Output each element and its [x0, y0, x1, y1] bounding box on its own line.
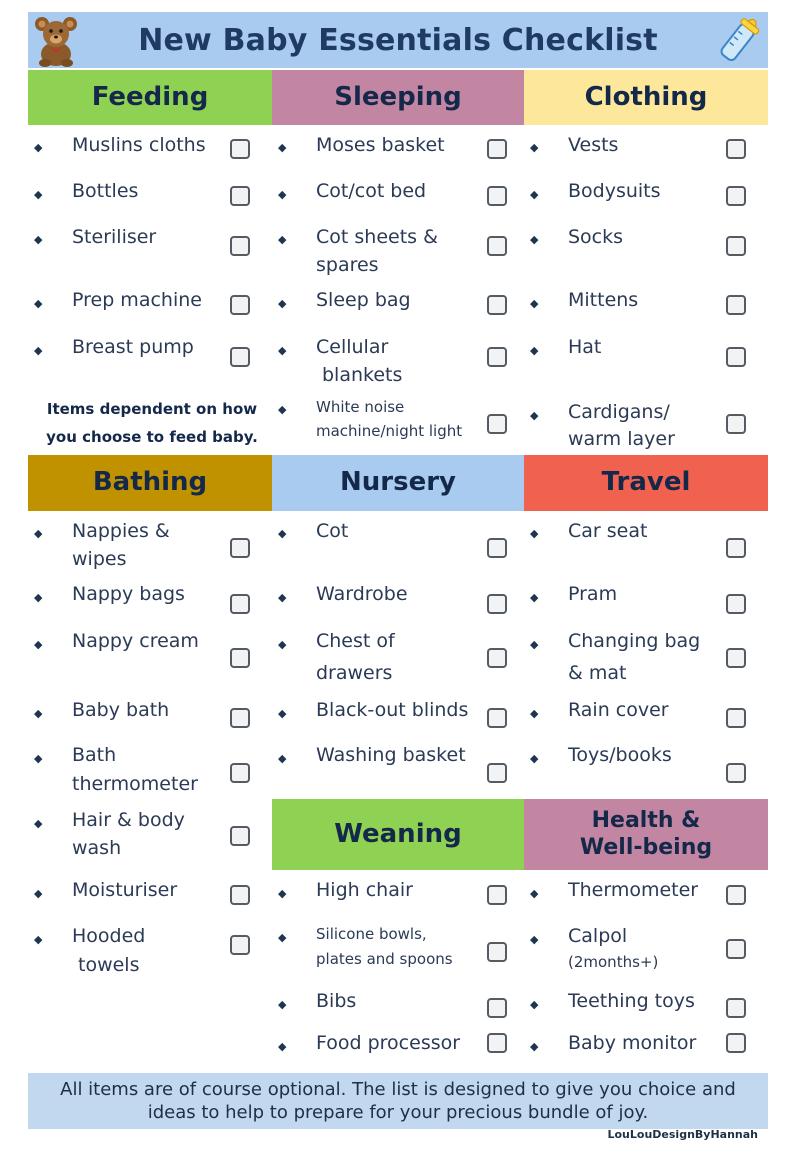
- bullet-icon: ◆: [34, 297, 43, 310]
- bathing-checkbox[interactable]: [230, 538, 250, 558]
- bathing-item-continued: thermometer: [72, 773, 198, 795]
- category-header-sleeping: Sleeping: [272, 70, 524, 125]
- bathing-item: Nappy cream: [72, 630, 199, 652]
- weaning-item: Silicone bowls,: [316, 925, 427, 943]
- clothing-checkbox[interactable]: [726, 414, 746, 434]
- bathing-item-continued: wipes: [72, 548, 127, 570]
- bathing-checkbox[interactable]: [230, 826, 250, 846]
- bullet-icon: ◆: [530, 591, 539, 604]
- bathing-checkbox[interactable]: [230, 708, 250, 728]
- bullet-icon: ◆: [278, 297, 287, 310]
- bullet-icon: ◆: [278, 527, 287, 540]
- travel-item: Pram: [568, 583, 618, 605]
- bullet-icon: ◆: [278, 233, 287, 246]
- nursery-item: Chest of: [316, 630, 395, 652]
- health-checkbox[interactable]: [726, 1033, 746, 1053]
- bullet-icon: ◆: [530, 141, 539, 154]
- nursery-checkbox[interactable]: [487, 648, 507, 668]
- bullet-icon: ◆: [278, 403, 287, 416]
- nursery-item-continued: drawers: [316, 662, 393, 684]
- weaning-checkbox[interactable]: [487, 1033, 507, 1053]
- travel-item: Car seat: [568, 520, 648, 542]
- feeding-item: Steriliser: [72, 226, 157, 248]
- bullet-icon: ◆: [34, 707, 43, 720]
- bullet-icon: ◆: [278, 638, 287, 651]
- bullet-icon: ◆: [278, 141, 287, 154]
- sleeping-checkbox[interactable]: [487, 295, 507, 315]
- bullet-icon: ◆: [34, 638, 43, 651]
- nursery-checkbox[interactable]: [487, 708, 507, 728]
- bullet-icon: ◆: [278, 188, 287, 201]
- bullet-icon: ◆: [530, 933, 539, 946]
- bullet-icon: ◆: [278, 344, 287, 357]
- travel-checkbox[interactable]: [726, 763, 746, 783]
- sleeping-item-continued: machine/night light: [316, 422, 463, 440]
- travel-checkbox[interactable]: [726, 538, 746, 558]
- designer-credit: LouLouDesignByHannah: [607, 1128, 758, 1141]
- feeding-item: Breast pump: [72, 336, 194, 358]
- bullet-icon: ◆: [34, 344, 43, 357]
- weaning-checkbox[interactable]: [487, 942, 507, 962]
- bullet-icon: ◆: [530, 998, 539, 1011]
- nursery-checkbox[interactable]: [487, 763, 507, 783]
- category-header-health: Health & Well-being: [524, 799, 768, 870]
- feeding-checkbox[interactable]: [230, 236, 250, 256]
- health-item: Baby monitor: [568, 1032, 697, 1054]
- health-item: Teething toys: [568, 990, 695, 1012]
- weaning-checkbox[interactable]: [487, 885, 507, 905]
- bullet-icon: ◆: [278, 931, 287, 944]
- nursery-item: Washing basket: [316, 744, 466, 766]
- travel-item: Changing bag: [568, 630, 701, 652]
- category-header-feeding: Feeding: [28, 70, 272, 125]
- feeding-item: Bottles: [72, 180, 139, 202]
- bullet-icon: ◆: [34, 527, 43, 540]
- sleeping-checkbox[interactable]: [487, 236, 507, 256]
- weaning-checkbox[interactable]: [487, 998, 507, 1018]
- sleeping-item: Moses basket: [316, 134, 445, 156]
- sleeping-item-continued: spares: [316, 254, 379, 276]
- category-header-travel: Travel: [524, 455, 768, 511]
- bullet-icon: ◆: [34, 752, 43, 765]
- bathing-checkbox[interactable]: [230, 763, 250, 783]
- bullet-icon: ◆: [530, 297, 539, 310]
- clothing-checkbox[interactable]: [726, 295, 746, 315]
- health-checkbox[interactable]: [726, 998, 746, 1018]
- health-item: Calpol: [568, 925, 628, 947]
- nursery-item: Black-out blinds: [316, 699, 469, 721]
- clothing-item: Hat: [568, 336, 602, 358]
- weaning-item: Bibs: [316, 990, 357, 1012]
- bullet-icon: ◆: [530, 707, 539, 720]
- weaning-item: Food processor: [316, 1032, 461, 1054]
- bullet-icon: ◆: [34, 233, 43, 246]
- bullet-icon: ◆: [530, 638, 539, 651]
- bathing-checkbox[interactable]: [230, 594, 250, 614]
- travel-item: Rain cover: [568, 699, 669, 721]
- clothing-checkbox[interactable]: [726, 347, 746, 367]
- bullet-icon: ◆: [34, 141, 43, 154]
- clothing-item-continued: warm layer: [568, 428, 675, 450]
- footer-note-box: [28, 1073, 768, 1129]
- bullet-icon: ◆: [530, 752, 539, 765]
- bullet-icon: ◆: [530, 887, 539, 900]
- travel-checkbox[interactable]: [726, 648, 746, 668]
- nursery-item: Wardrobe: [316, 583, 408, 605]
- clothing-checkbox[interactable]: [726, 139, 746, 159]
- feeding-checkbox[interactable]: [230, 295, 250, 315]
- sleeping-checkbox[interactable]: [487, 139, 507, 159]
- bullet-icon: ◆: [34, 188, 43, 201]
- health-checkbox[interactable]: [726, 885, 746, 905]
- travel-checkbox[interactable]: [726, 594, 746, 614]
- nursery-item: Cot: [316, 520, 349, 542]
- bathing-checkbox[interactable]: [230, 885, 250, 905]
- travel-item-continued: & mat: [568, 662, 627, 684]
- teddy-bear-icon: [30, 14, 82, 68]
- health-checkbox[interactable]: [726, 939, 746, 959]
- bullet-icon: ◆: [34, 933, 43, 946]
- bathing-item: Baby bath: [72, 699, 170, 721]
- sleeping-item: Cot/cot bed: [316, 180, 427, 202]
- page-title: New Baby Essentials Checklist: [138, 22, 658, 58]
- travel-checkbox[interactable]: [726, 708, 746, 728]
- sleeping-checkbox[interactable]: [487, 414, 507, 434]
- bullet-icon: ◆: [278, 1040, 287, 1053]
- bullet-icon: ◆: [530, 527, 539, 540]
- bullet-icon: ◆: [530, 1040, 539, 1053]
- bathing-item-continued: wash: [72, 837, 122, 859]
- clothing-item: Socks: [568, 226, 624, 248]
- sleeping-checkbox[interactable]: [487, 186, 507, 206]
- feeding-item: Muslins cloths: [72, 134, 206, 156]
- category-header-clothing: Clothing: [524, 70, 768, 125]
- clothing-item: Bodysuits: [568, 180, 661, 202]
- bullet-icon: ◆: [530, 409, 539, 422]
- bathing-item: Nappy bags: [72, 583, 185, 605]
- bullet-icon: ◆: [278, 591, 287, 604]
- sleeping-checkbox[interactable]: [487, 347, 507, 367]
- sleeping-item: Sleep bag: [316, 289, 411, 311]
- bathing-item: Bath: [72, 744, 117, 766]
- bathing-item: Hair & body: [72, 809, 185, 831]
- bathing-item: Moisturiser: [72, 879, 178, 901]
- clothing-checkbox[interactable]: [726, 186, 746, 206]
- sleeping-item: White noise: [316, 398, 405, 416]
- clothing-item: Mittens: [568, 289, 639, 311]
- feeding-item: Prep machine: [72, 289, 202, 311]
- title-banner: [28, 12, 768, 68]
- clothing-checkbox[interactable]: [726, 236, 746, 256]
- clothing-item: Cardigans/: [568, 401, 670, 423]
- nursery-checkbox[interactable]: [487, 594, 507, 614]
- bathing-item: Nappies &: [72, 520, 170, 542]
- bathing-item-continued: towels: [78, 954, 140, 976]
- footer-note: All items are of course optional. The list is designed to give you choice and ideas to help to prepare for your precious bundle of joy.: [60, 1079, 736, 1123]
- sleeping-item: Cellular: [316, 336, 389, 358]
- health-item: Thermometer: [568, 879, 699, 901]
- weaning-item: High chair: [316, 879, 413, 901]
- health-item-continued: (2months+): [568, 953, 659, 971]
- category-header-nursery: Nursery: [272, 455, 524, 511]
- bullet-icon: ◆: [34, 817, 43, 830]
- bullet-icon: ◆: [530, 188, 539, 201]
- bullet-icon: ◆: [34, 887, 43, 900]
- bullet-icon: ◆: [278, 707, 287, 720]
- bullet-icon: ◆: [278, 887, 287, 900]
- feeding-checkbox[interactable]: [230, 186, 250, 206]
- nursery-checkbox[interactable]: [487, 538, 507, 558]
- bullet-icon: ◆: [530, 344, 539, 357]
- feeding-checkbox[interactable]: [230, 139, 250, 159]
- bullet-icon: ◆: [34, 591, 43, 604]
- bullet-icon: ◆: [278, 752, 287, 765]
- feeding-note-line: you choose to feed baby.: [46, 428, 258, 446]
- feeding-checkbox[interactable]: [230, 347, 250, 367]
- sleeping-item-continued: blankets: [322, 364, 403, 386]
- category-header-weaning: Weaning: [272, 799, 524, 870]
- bullet-icon: ◆: [278, 998, 287, 1011]
- bullet-icon: ◆: [530, 233, 539, 246]
- sleeping-item: Cot sheets &: [316, 226, 438, 248]
- category-header-bathing: Bathing: [28, 455, 272, 511]
- baby-bottle-icon: [712, 10, 768, 68]
- travel-item: Toys/books: [568, 744, 672, 766]
- weaning-item-continued: plates and spoons: [316, 950, 453, 968]
- bathing-item: Hooded: [72, 925, 146, 947]
- clothing-item: Vests: [568, 134, 619, 156]
- bathing-checkbox[interactable]: [230, 648, 250, 668]
- feeding-note-line: Items dependent on how: [46, 400, 258, 418]
- bathing-checkbox[interactable]: [230, 935, 250, 955]
